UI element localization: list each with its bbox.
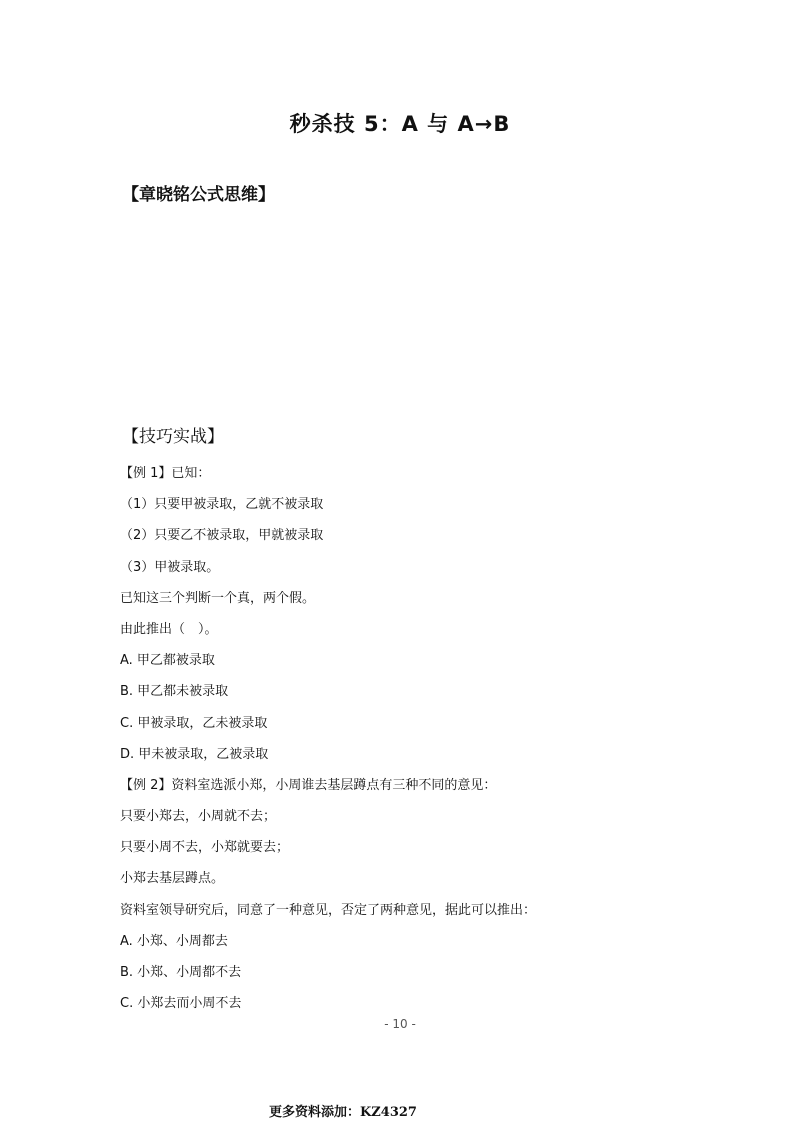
example-1-heading: 【例 1】已知： <box>120 466 211 481</box>
example-2-opinion-3: 小郑去基层蹲点。 <box>120 871 225 887</box>
section-heading-practice: 【技巧实战】 <box>122 427 224 447</box>
example-2-condition: 资料室领导研究后，同意了一种意见，否定了两种意见，据此可以推出： <box>120 902 537 918</box>
example-2-option-a: A. 小郑、小周都去 <box>120 933 228 949</box>
question-text-block <box>120 458 680 1019</box>
example-1-condition: 已知这三个判断一个真，两个假。 <box>120 590 316 606</box>
example-1-statement-2: （2）只要乙不被录取，甲就被录取 <box>120 528 324 544</box>
example-2-option-c: C. 小郑去而小周不去 <box>120 996 242 1012</box>
example-1-statement-1: （1）只要甲被录取，乙就不被录取 <box>120 497 324 513</box>
page-number: - 10 - <box>384 1017 416 1031</box>
example-1-question: 由此推出（ ）。 <box>120 621 218 637</box>
section-heading-formula: 【章晓铭公式思维】 <box>122 185 275 205</box>
example-1-statement-3: （3）甲被录取。 <box>120 559 220 575</box>
example-2-opinion-1: 只要小郑去，小周就不去； <box>120 809 277 825</box>
footer-contact: 更多资料添加：KZ4327 <box>269 1105 417 1120</box>
example-2-heading: 【例 2】资料室选派小郑，小周谁去基层蹲点有三种不同的意见： <box>120 777 497 793</box>
example-1-option-c: C. 甲被录取，乙未被录取 <box>120 715 268 731</box>
example-1-option-b: B. 甲乙都未被录取 <box>120 684 229 700</box>
example-2-option-b: B. 小郑、小周都不去 <box>120 965 242 980</box>
example-1-option-d: D. 甲未被录取，乙被录取 <box>120 746 269 762</box>
example-2-opinion-2: 只要小周不去，小郑就要去； <box>120 840 290 856</box>
document-title: 秒杀技 5：A 与 A→B <box>289 112 511 136</box>
example-1-option-a: A. 甲乙都被录取 <box>120 653 215 669</box>
